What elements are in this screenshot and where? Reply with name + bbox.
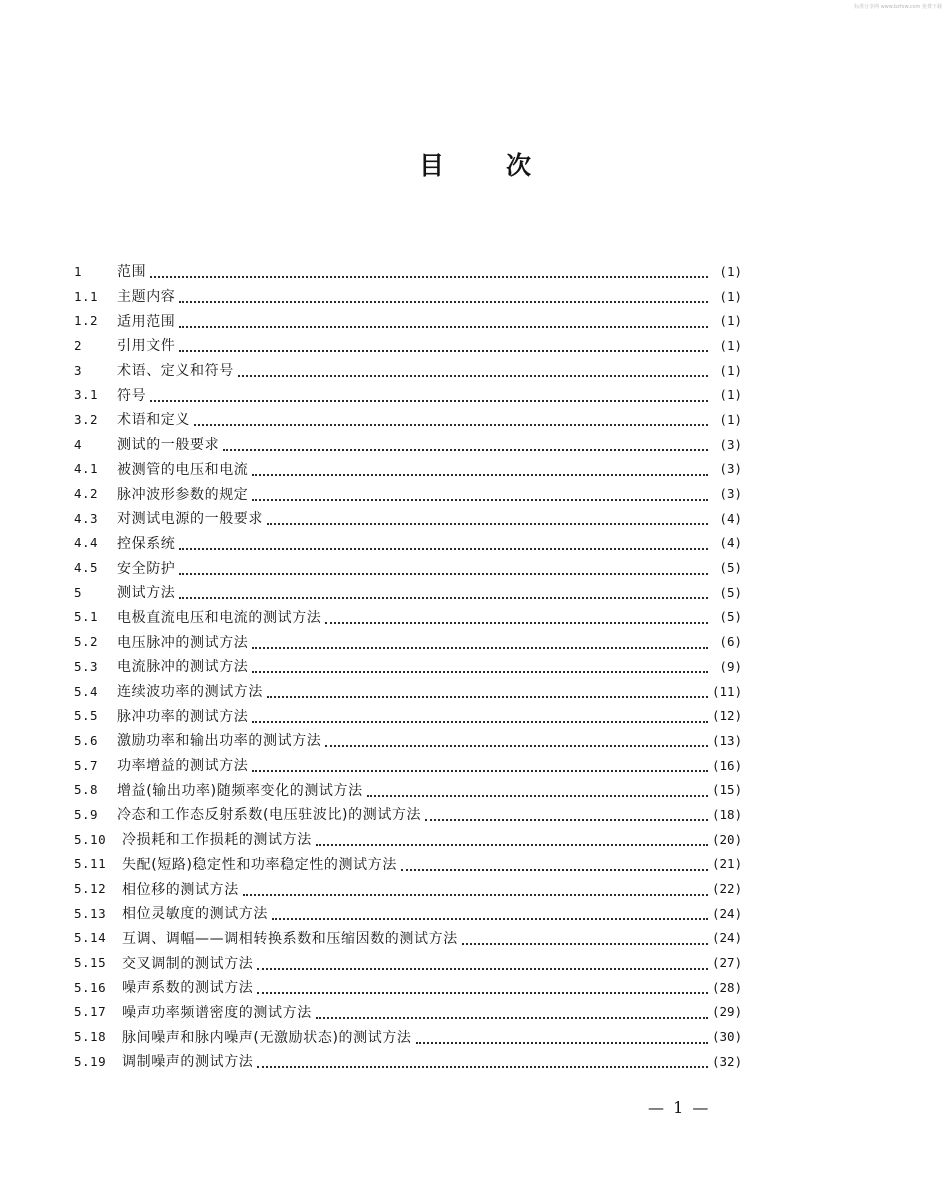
toc-leader-dots	[179, 287, 708, 303]
toc-entry-page: (1)	[719, 411, 742, 427]
toc-entry-page: (5)	[719, 584, 742, 600]
toc-entry[interactable]	[74, 703, 742, 728]
toc-entry-number: 4.5	[74, 560, 99, 576]
toc-leader-dots	[257, 978, 708, 994]
toc-entry-title: 功率增益的测试方法	[117, 758, 249, 775]
toc-entry-number: 2	[74, 337, 83, 353]
toc-leader-dots	[267, 682, 708, 698]
toc-entry-number: 4.1	[74, 461, 99, 477]
toc-entry-title: 安全防护	[117, 560, 176, 577]
toc-entry-page: (1)	[719, 288, 742, 304]
toc-entry[interactable]	[74, 629, 742, 654]
toc-leader-dots	[401, 855, 708, 871]
toc-entry[interactable]	[74, 876, 742, 901]
toc-entry-title: 电压脉冲的测试方法	[117, 634, 249, 651]
toc-entry-page: (22)	[712, 881, 743, 897]
toc-entry-number: 5.15	[74, 955, 107, 971]
toc-entry-page: (20)	[712, 831, 743, 847]
toc-entry[interactable]	[74, 975, 742, 1000]
toc-entry-page: (1)	[719, 362, 742, 378]
toc-leader-dots	[179, 583, 708, 599]
toc-entry-number: 5.2	[74, 634, 99, 650]
toc-entry[interactable]	[74, 753, 742, 778]
toc-entry-title: 噪声功率频谱密度的测试方法	[122, 1004, 312, 1021]
toc-entry-page: (28)	[712, 979, 743, 995]
toc-leader-dots	[267, 509, 708, 525]
toc-entry-number: 5.7	[74, 757, 99, 773]
toc-entry-page: (1)	[719, 387, 742, 403]
toc-entry-number: 5.1	[74, 609, 99, 625]
toc-entry-page: (18)	[712, 806, 743, 822]
toc-entry-number: 1	[74, 263, 83, 279]
toc-entry[interactable]	[74, 605, 742, 630]
toc-entry-title: 术语和定义	[117, 412, 190, 429]
toc-leader-dots	[179, 336, 708, 352]
toc-entry[interactable]	[74, 777, 742, 802]
toc-entry-page: (16)	[712, 757, 743, 773]
toc-entry-page: (1)	[719, 263, 742, 279]
toc-entry-title: 冷损耗和工作损耗的测试方法	[122, 832, 312, 849]
toc-entry-title: 符号	[117, 387, 147, 404]
toc-entry-title: 相位灵敏度的测试方法	[122, 906, 268, 923]
toc-entry-page: (30)	[712, 1029, 743, 1045]
toc-leader-dots	[272, 904, 708, 920]
toc-leader-dots	[316, 830, 708, 846]
toc-entry-title: 范围	[117, 264, 147, 281]
toc-entry-number: 1.2	[74, 313, 99, 329]
toc-entry[interactable]	[74, 1049, 742, 1074]
toc-entry-page: (32)	[712, 1053, 743, 1069]
toc-entry[interactable]	[74, 926, 742, 951]
toc-entry-number: 3.2	[74, 411, 99, 427]
toc-entry-number: 5.13	[74, 905, 107, 921]
toc-leader-dots	[252, 485, 708, 501]
toc-entry-page: (1)	[719, 337, 742, 353]
toc-entry-number: 5.12	[74, 881, 107, 897]
toc-entry-title: 对测试电源的一般要求	[117, 511, 263, 528]
toc-entry-number: 5.17	[74, 1004, 107, 1020]
toc-entry-title: 相位移的测试方法	[122, 881, 239, 898]
toc-entry-page: (15)	[712, 782, 743, 798]
toc-leader-dots	[150, 262, 708, 278]
toc-entry[interactable]	[74, 308, 742, 333]
toc-entry-page: (5)	[719, 560, 742, 576]
toc-entry-title: 冷态和工作态反射系数(电压驻波比)的测试方法	[117, 807, 422, 824]
toc-entry-title: 增益(输出功率)随频率变化的测试方法	[117, 782, 363, 799]
toc-entry[interactable]	[74, 259, 742, 284]
toc-leader-dots	[243, 880, 708, 896]
toc-entry-number: 5.10	[74, 831, 107, 847]
toc-entry-title: 被测管的电压和电流	[117, 461, 249, 478]
toc-entry-page: (9)	[719, 658, 742, 674]
toc-entry-page: (12)	[712, 708, 743, 724]
toc-leader-dots	[257, 1052, 708, 1068]
toc-entry[interactable]	[74, 506, 742, 531]
toc-entry[interactable]	[74, 531, 742, 556]
toc-entry-number: 5.8	[74, 782, 99, 798]
toc-leader-dots	[257, 954, 708, 970]
toc-entry-title: 脉冲功率的测试方法	[117, 708, 249, 725]
toc-entry-title: 电极直流电压和电流的测试方法	[117, 609, 322, 626]
table-of-contents	[74, 259, 742, 1074]
toc-entry-title: 调制噪声的测试方法	[122, 1054, 254, 1071]
toc-entry-title: 互调、调幅——调相转换系数和压缩因数的测试方法	[122, 930, 458, 947]
toc-entry[interactable]	[74, 802, 742, 827]
toc-leader-dots	[425, 805, 708, 821]
toc-entry[interactable]	[74, 358, 742, 383]
toc-entry-number: 5	[74, 584, 83, 600]
toc-entry-number: 4	[74, 436, 83, 452]
toc-entry-title: 控保系统	[117, 535, 176, 552]
toc-entry-title: 脉间噪声和脉内噪声(无激励状态)的测试方法	[122, 1029, 412, 1046]
toc-entry-title: 主题内容	[117, 289, 176, 306]
toc-entry-number: 3	[74, 362, 83, 378]
toc-entry-page: (21)	[712, 856, 743, 872]
toc-leader-dots	[238, 361, 708, 377]
toc-entry-title: 失配(短路)稳定性和功率稳定性的测试方法	[122, 856, 397, 873]
toc-entry-number: 4.3	[74, 510, 99, 526]
toc-entry[interactable]	[74, 654, 742, 679]
toc-entry-page: (27)	[712, 955, 743, 971]
toc-entry-number: 5.4	[74, 683, 99, 699]
toc-leader-dots	[252, 460, 708, 476]
toc-leader-dots	[179, 559, 708, 575]
toc-leader-dots	[325, 608, 708, 624]
toc-leader-dots	[252, 633, 708, 649]
toc-entry[interactable]	[74, 950, 742, 975]
toc-leader-dots	[179, 312, 708, 328]
toc-entry-number: 3.1	[74, 387, 99, 403]
toc-entry[interactable]	[74, 827, 742, 852]
toc-leader-dots	[325, 731, 708, 747]
toc-leader-dots	[223, 435, 708, 451]
toc-entry-page: (3)	[719, 436, 742, 452]
toc-entry-number: 5.5	[74, 708, 99, 724]
toc-entry-title: 测试的一般要求	[117, 437, 220, 454]
toc-entry[interactable]	[74, 457, 742, 482]
toc-entry-page: (29)	[712, 1004, 743, 1020]
toc-entry[interactable]	[74, 852, 742, 877]
toc-leader-dots	[252, 707, 708, 723]
toc-entry-title: 电流脉冲的测试方法	[117, 659, 249, 676]
toc-entry[interactable]	[74, 432, 742, 457]
toc-entry-page: (3)	[719, 461, 742, 477]
toc-leader-dots	[150, 386, 708, 402]
toc-entry-title: 适用范围	[117, 313, 176, 330]
toc-entry-page: (4)	[719, 535, 742, 551]
toc-leader-dots	[179, 534, 708, 550]
toc-entry-page: (4)	[719, 510, 742, 526]
toc-entry[interactable]	[74, 481, 742, 506]
toc-entry-number: 5.16	[74, 979, 107, 995]
toc-entry-number: 5.11	[74, 856, 107, 872]
toc-entry-title: 术语、定义和符号	[117, 363, 234, 380]
toc-entry-page: (3)	[719, 486, 742, 502]
toc-entry-number: 5.18	[74, 1029, 107, 1045]
toc-entry-title: 激励功率和输出功率的测试方法	[117, 733, 322, 750]
toc-leader-dots	[416, 1028, 708, 1044]
footer-page-number: — 1 —	[648, 1098, 711, 1117]
toc-entry-number: 1.1	[74, 288, 99, 304]
toc-entry[interactable]	[74, 407, 742, 432]
toc-entry-number: 5.3	[74, 658, 99, 674]
toc-entry-number: 5.14	[74, 930, 107, 946]
page-title: 目次	[418, 151, 593, 180]
toc-entry[interactable]	[74, 901, 742, 926]
toc-entry-page: (6)	[719, 634, 742, 650]
toc-entry[interactable]	[74, 679, 742, 704]
toc-entry-page: (11)	[712, 683, 743, 699]
toc-entry-page: (24)	[712, 905, 743, 921]
toc-leader-dots	[252, 756, 708, 772]
toc-entry-title: 引用文件	[117, 338, 176, 355]
toc-entry-number: 4.4	[74, 535, 99, 551]
toc-entry-title: 连续波功率的测试方法	[117, 684, 263, 701]
toc-leader-dots	[194, 410, 708, 426]
toc-entry-title: 测试方法	[117, 585, 176, 602]
toc-entry[interactable]	[74, 555, 742, 580]
toc-entry-title: 噪声系数的测试方法	[122, 980, 254, 997]
toc-entry-page: (5)	[719, 609, 742, 625]
toc-leader-dots	[252, 657, 708, 673]
toc-leader-dots	[367, 781, 708, 797]
toc-entry[interactable]	[74, 1024, 742, 1049]
toc-entry[interactable]	[74, 382, 742, 407]
toc-entry-page: (13)	[712, 732, 743, 748]
toc-leader-dots	[316, 1003, 708, 1019]
toc-leader-dots	[462, 929, 708, 945]
toc-entry-title: 脉冲波形参数的规定	[117, 486, 249, 503]
toc-entry-title: 交叉调制的测试方法	[122, 955, 254, 972]
toc-entry-page: (1)	[719, 313, 742, 329]
toc-entry[interactable]	[74, 1000, 742, 1025]
toc-entry[interactable]	[74, 728, 742, 753]
toc-entry-number: 5.6	[74, 732, 99, 748]
toc-entry[interactable]	[74, 333, 742, 358]
toc-entry[interactable]	[74, 284, 742, 309]
watermark-text: 标准分享网 www.bzfxw.com 免费下载	[854, 4, 942, 10]
toc-entry-page: (24)	[712, 930, 743, 946]
toc-entry[interactable]	[74, 580, 742, 605]
toc-entry-number: 5.19	[74, 1053, 107, 1069]
toc-entry-number: 4.2	[74, 486, 99, 502]
toc-entry-number: 5.9	[74, 806, 99, 822]
